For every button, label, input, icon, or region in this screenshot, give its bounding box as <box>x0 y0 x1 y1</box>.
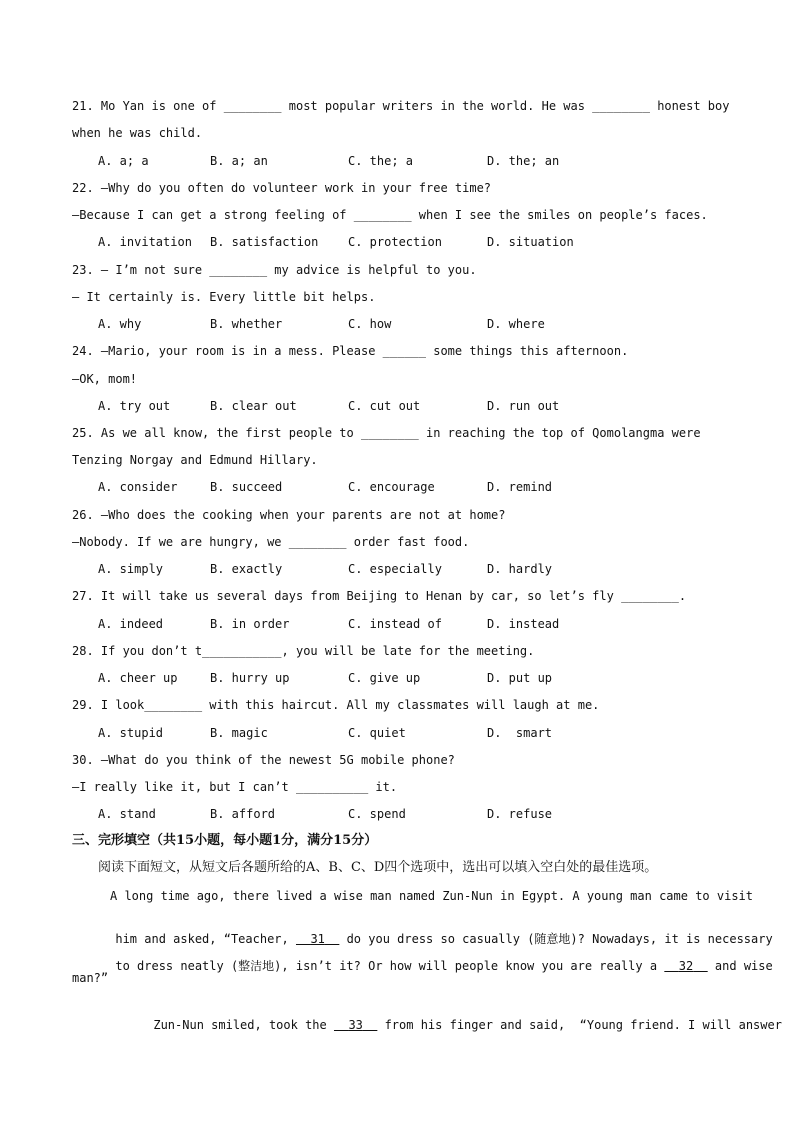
question-26-option-a[interactable]: A. simply <box>98 562 164 576</box>
question-25-option-a[interactable]: A. consider <box>98 480 178 494</box>
question-28-stem: 28. If you don’t t___________, you will be late for the meeting. <box>72 644 535 658</box>
question-27-option-d[interactable]: D. instead <box>487 617 560 631</box>
question-27-option-a[interactable]: A. indeed <box>98 617 164 631</box>
question-25-stem: 25. As we all know, the first people to ________ in reaching the top of Qomolangma were <box>72 426 701 440</box>
question-27-option-c[interactable]: C. instead of <box>348 617 442 631</box>
question-30-option-c[interactable]: C. spend <box>348 807 406 821</box>
question-29-option-c[interactable]: C. quiet <box>348 726 406 740</box>
question-22-option-b[interactable]: B. satisfaction <box>210 235 319 249</box>
passage-text: “Young friend. I will answer <box>579 1018 782 1032</box>
passage-text: him and asked, “Teacher, <box>115 932 289 946</box>
section-title: 三、完形填空（共15小题，每小题1分，满分15分） <box>72 833 378 848</box>
question-26-option-d[interactable]: D. hardly <box>487 562 553 576</box>
question-25-option-b[interactable]: B. succeed <box>210 480 283 494</box>
question-30-option-d[interactable]: D. refuse <box>487 807 553 821</box>
passage-text: Zun-Nun smiled, took the <box>153 1018 327 1032</box>
question-29-option-d[interactable]: D. smart <box>487 726 553 740</box>
passage-line-4: man?” <box>72 971 109 985</box>
question-25-option-d[interactable]: D. remind <box>487 480 553 494</box>
question-21-option-a[interactable]: A. a; a <box>98 154 149 168</box>
question-29-stem: 29. I look________ with this haircut. All my classmates will laugh at me. <box>72 698 600 712</box>
question-24-option-b[interactable]: B. clear out <box>210 399 297 413</box>
question-28-option-a[interactable]: A. cheer up <box>98 671 178 685</box>
question-27-option-b[interactable]: B. in order <box>210 617 290 631</box>
question-30-stem: 30. —What do you think of the newest 5G mobile phone? <box>72 753 455 767</box>
question-23-option-c[interactable]: C. how <box>348 317 392 331</box>
question-24-stem: 24. —Mario, your room is in a mess. Please ______ some things this afternoon. <box>72 344 629 358</box>
passage-text: from his finger and said, <box>384 1018 566 1032</box>
passage-line-3 <box>72 942 773 990</box>
question-23-stem-cont: — It certainly is. Every little bit helps. <box>72 290 376 304</box>
question-24-option-a[interactable]: A. try out <box>98 399 171 413</box>
question-21-stem: 21. Mo Yan is one of ________ most popular writers in the world. He was ________ honest boy <box>72 99 730 113</box>
passage-line-5 <box>110 1001 782 1049</box>
question-21-option-c[interactable]: C. the; a <box>348 154 414 168</box>
question-29-option-b[interactable]: B. magic <box>210 726 268 740</box>
question-23-stem: 23. — I’m not sure ________ my advice is helpful to you. <box>72 263 477 277</box>
question-28-option-c[interactable]: C. give up <box>348 671 421 685</box>
question-22-stem: 22. —Why do you often do volunteer work in your free time? <box>72 181 492 195</box>
question-22-option-d[interactable]: D. situation <box>487 235 574 249</box>
question-28-option-b[interactable]: B. hurry up <box>210 671 290 685</box>
question-26-option-c[interactable]: C. especially <box>348 562 442 576</box>
question-21-option-b[interactable]: B. a; an <box>210 154 268 168</box>
blank-33-number: 33 <box>348 1018 363 1032</box>
question-21-option-d[interactable]: D. the; an <box>487 154 560 168</box>
blank-32[interactable] <box>664 959 707 973</box>
question-26-stem-cont: —Nobody. If we are hungry, we ________ order fast food. <box>72 535 470 549</box>
question-30-stem-cont: —I really like it, but I can’t __________ it. <box>72 780 398 794</box>
question-23-option-b[interactable]: B. whether <box>210 317 283 331</box>
passage-text: do you dress so casually (随意地)? Nowadays, it is necessary <box>346 932 773 946</box>
question-29-option-a[interactable]: A. stupid <box>98 726 164 740</box>
question-27-stem: 27. It will take us several days from Beijing to Henan by car, so let’s fly ________. <box>72 589 687 603</box>
blank-31-number: 31 <box>310 932 325 946</box>
question-22-option-a[interactable]: A. invitation <box>98 235 192 249</box>
question-25-option-c[interactable]: C. encourage <box>348 480 435 494</box>
question-25-stem-cont: Tenzing Norgay and Edmund Hillary. <box>72 453 318 467</box>
question-24-option-c[interactable]: C. cut out <box>348 399 421 413</box>
question-23-option-d[interactable]: D. where <box>487 317 545 331</box>
passage-text: to dress neatly (整洁地), isn’t it? Or how will people know you are really a <box>115 959 658 973</box>
question-30-option-a[interactable]: A. stand <box>98 807 156 821</box>
blank-33[interactable] <box>334 1018 377 1032</box>
question-22-stem-cont: —Because I can get a strong feeling of ________ when I see the smiles on people’s faces. <box>72 208 708 222</box>
question-21-stem-cont: when he was child. <box>72 126 203 140</box>
question-26-stem: 26. —Who does the cooking when your parents are not at home? <box>72 508 506 522</box>
passage-line-1: A long time ago, there lived a wise man named Zun-Nun in Egypt. A young man came to visit <box>110 889 753 903</box>
passage-text: and wise <box>714 959 773 973</box>
question-24-stem-cont: —OK, mom! <box>72 372 138 386</box>
question-24-option-d[interactable]: D. run out <box>487 399 560 413</box>
question-28-option-d[interactable]: D. put up <box>487 671 553 685</box>
question-22-option-c[interactable]: C. protection <box>348 235 442 249</box>
question-23-option-a[interactable]: A. why <box>98 317 142 331</box>
question-30-option-b[interactable]: B. afford <box>210 807 276 821</box>
question-26-option-b[interactable]: B. exactly <box>210 562 283 576</box>
blank-32-number: 32 <box>678 959 694 973</box>
section-instruction: 阅读下面短文，从短文后各题所给的A、B、C、D四个选项中，选出可以填入空白处的最佳选项。 <box>98 860 658 875</box>
